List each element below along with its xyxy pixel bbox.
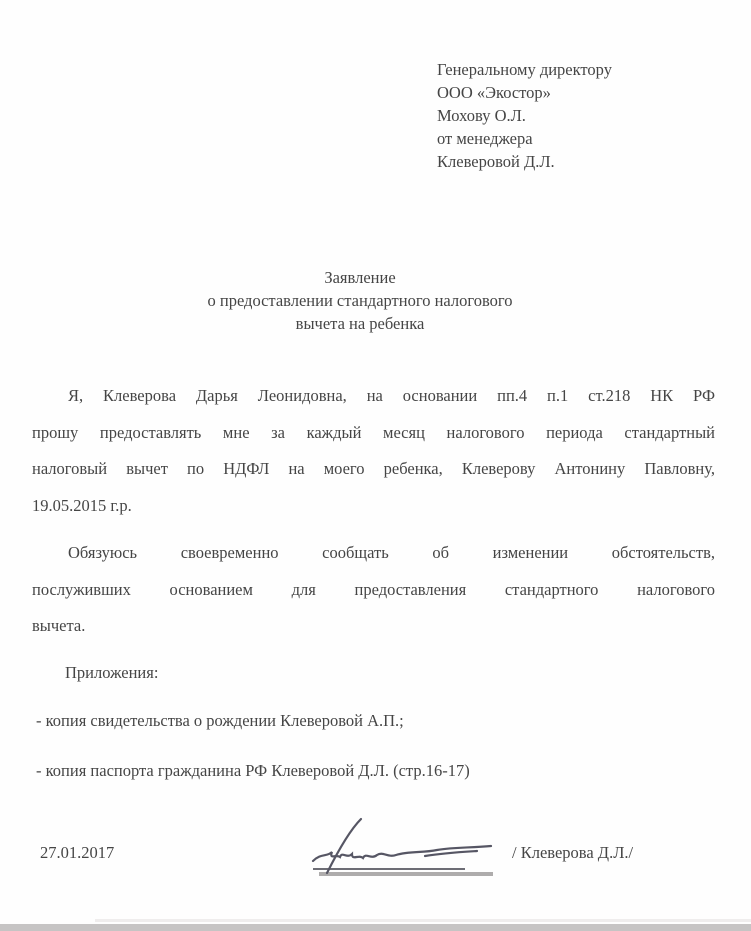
paragraph-line: послуживших основанием для предоставления стандартного налогового <box>32 579 715 599</box>
body-paragraph-1 <box>32 378 715 524</box>
title-line: Заявление <box>324 268 396 287</box>
paragraph-line: Обязуюсь своевременно сообщать об изменении обстоятельств, <box>68 543 715 562</box>
signature-name: / Клеверова Д.Л./ <box>512 843 634 862</box>
paragraph-line: Я, Клеверова Дарья Леонидовна, на основании пп.4 п.1 ст.218 НК РФ <box>68 386 715 405</box>
attachments-heading: Приложения: <box>65 663 159 682</box>
attachment-item: - копия паспорта гражданина РФ Клеверовой Д.Л. (стр.16-17) <box>36 761 470 780</box>
title-line: о предоставлении стандартного налогового <box>207 291 513 310</box>
recipient-line: ООО «Экостор» <box>437 83 551 102</box>
title-line: вычета на ребенка <box>295 314 425 333</box>
signature-block <box>305 815 505 877</box>
recipient-block <box>437 58 717 173</box>
page-edge-bar <box>0 924 751 931</box>
paragraph-line: прошу предоставлять мне за каждый месяц налогового периода стандартный <box>32 422 715 442</box>
paragraph-line: налоговый вычет по НДФЛ на моего ребенка, Клеверову Антонину Павловну, <box>32 459 715 478</box>
handwritten-signature-icon <box>305 815 505 877</box>
paragraph-line: 19.05.2015 г.р. <box>32 495 132 515</box>
paragraph-line: вычета. <box>32 616 86 635</box>
page-edge-highlight <box>95 919 751 922</box>
attachment-item: - копия свидетельства о рождении Клеверовой А.П.; <box>36 711 404 730</box>
signature-date: 27.01.2017 <box>40 843 115 862</box>
body-paragraph-2 <box>32 535 715 645</box>
recipient-line: Клеверовой Д.Л. <box>437 152 555 171</box>
recipient-line: Генеральному директору <box>437 60 612 79</box>
document-title <box>30 266 690 335</box>
recipient-line: от менеджера <box>437 129 533 148</box>
recipient-line: Мохову О.Л. <box>437 106 526 125</box>
